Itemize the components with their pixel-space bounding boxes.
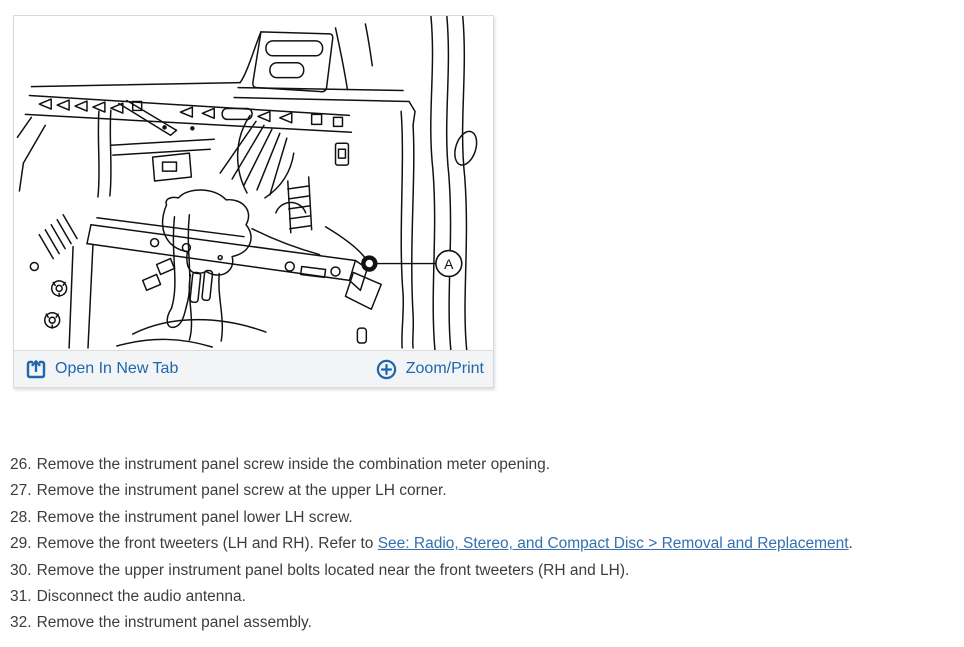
open-in-new-tab-label: Open In New Tab xyxy=(55,360,179,377)
step-text: Remove the upper instrument panel bolts located near the front tweeters (RH and LH). xyxy=(36,561,630,579)
step-number: 32. xyxy=(10,614,32,632)
step-29 xyxy=(10,531,960,557)
figure-toolbar xyxy=(14,350,493,387)
instrument-panel-diagram xyxy=(14,16,493,350)
zoom-plus-icon xyxy=(376,359,397,380)
step-text: Remove the instrument panel assembly. xyxy=(36,614,312,632)
step-32 xyxy=(10,610,960,636)
step-26 xyxy=(10,452,960,478)
step-number: 31. xyxy=(10,588,32,606)
step-text: Remove the instrument panel screw inside the combination meter opening. xyxy=(36,456,551,473)
figure-panel xyxy=(13,15,494,388)
step-number: 30. xyxy=(10,561,32,579)
step-text: Remove the front tweeters (LH and RH). Refer to xyxy=(36,535,378,553)
open-in-new-tab-button[interactable] xyxy=(26,359,178,379)
step-28 xyxy=(10,505,960,531)
step-number: 28. xyxy=(10,508,32,526)
step-text-end: . xyxy=(848,535,853,553)
step-text: Disconnect the audio antenna. xyxy=(36,588,246,606)
step-text: Remove the instrument panel screw at the upper LH corner. xyxy=(36,482,447,500)
step-number: 27. xyxy=(10,482,32,500)
open-in-new-tab-icon xyxy=(26,359,46,379)
zoom-print-button[interactable] xyxy=(376,359,484,380)
callout-a-label: A xyxy=(444,255,454,272)
diagram-line-art xyxy=(14,16,493,350)
radio-removal-link[interactable]: See: Radio, Stereo, and Compact Disc > Removal and Replacement xyxy=(377,535,849,553)
step-number: 26. xyxy=(10,456,32,473)
step-number: 29. xyxy=(10,535,32,553)
step-27 xyxy=(10,478,960,504)
zoom-print-label: Zoom/Print xyxy=(405,360,484,377)
instruction-list xyxy=(10,452,960,637)
step-30 xyxy=(10,558,960,584)
step-31 xyxy=(10,584,960,610)
step-text: Remove the instrument panel lower LH screw. xyxy=(36,508,353,526)
